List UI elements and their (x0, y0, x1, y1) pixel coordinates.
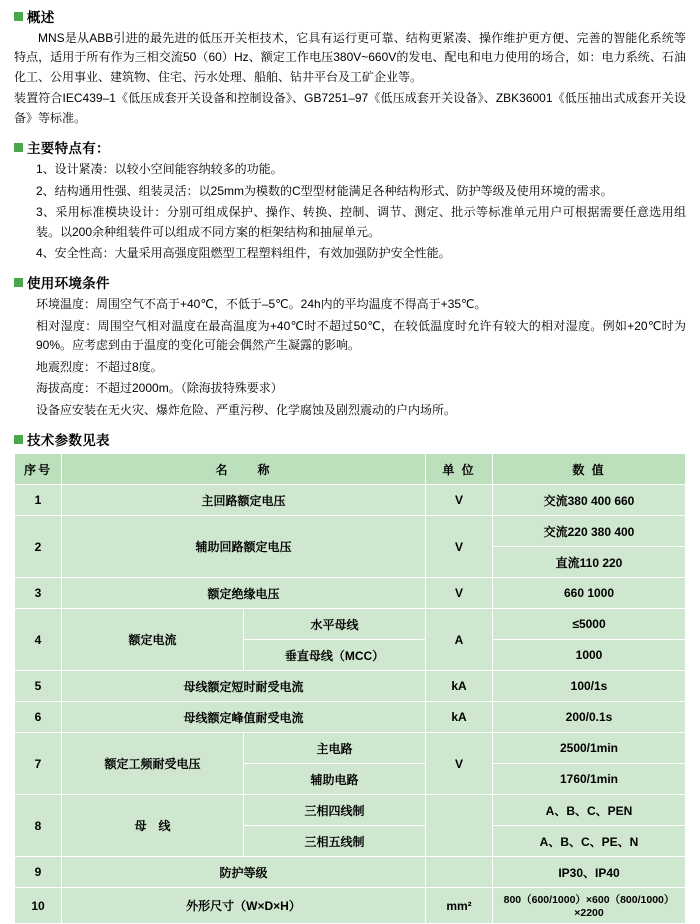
cell-name: 额定绝缘电压 (62, 578, 426, 609)
cell-subname: 三相五线制 (244, 826, 426, 857)
cell-value: A、B、C、PEN (493, 795, 686, 826)
table-row (15, 609, 686, 640)
cell-value: IP30、IP40 (493, 857, 686, 888)
cell-name: 额定工频耐受电压 (62, 733, 244, 795)
feature-item: 1、设计紧凑：以较小空间能容纳较多的功能。 (36, 162, 283, 177)
cell-unit: V (426, 578, 493, 609)
section-overview (14, 6, 686, 128)
cell-value: 交流380 400 660 (493, 485, 686, 516)
column-header-unit: 单 位 (426, 454, 493, 485)
table-row (15, 485, 686, 516)
column-header-value: 数 值 (493, 454, 686, 485)
environment-item: 地震烈度：不超过8度。 (36, 359, 163, 374)
cell-unit: V (426, 516, 493, 578)
cell-no: 10 (15, 888, 62, 924)
table-row (15, 857, 686, 888)
square-bullet-icon (14, 143, 23, 152)
section-heading-features (14, 137, 686, 157)
feature-item: 3、采用标准模块设计：分别可组成保护、操作、转换、控制、调节、测定、批示等标准单元用户可根据需要任意选用组装。以200余种组装件可以组成不同方案的柜架结构和抽屉单元。 (36, 205, 686, 239)
cell-no: 7 (15, 733, 62, 795)
cell-no: 5 (15, 671, 62, 702)
cell-unit: mm² (426, 888, 493, 924)
cell-subname: 主电路 (244, 733, 426, 764)
cell-unit: A (426, 609, 493, 671)
cell-name: 额定电流 (62, 609, 244, 671)
cell-value: 交流220 380 400 (493, 516, 686, 547)
cell-subname: 垂直母线（MCC） (244, 640, 426, 671)
square-bullet-icon (14, 278, 23, 287)
feature-item: 4、安全性高：大量采用高强度阻燃型工程塑料组件，有效加强防护安全性能。 (36, 245, 451, 260)
section-title-text: 使用环境条件 (27, 276, 110, 292)
overview-paragraph-1: MNS是从ABB引进的最先进的低压开关柜技术，它具有运行更可靠、结构更紧凑、操作维护更方便、完善的智能化系统等特点，适用于所有作为三相交流50（60）Hz、额定工作电压380V~660V的发电、配电和电力使用的场合，如：电力系统、石油化工、公用事业、建筑物、住宅、污水处理、船舶、钻井平台及工矿企业等。 (14, 31, 686, 84)
cell-no: 3 (15, 578, 62, 609)
environment-item: 环境温度：周围空气不高于+40℃，不低于–5℃。24h内的平均温度不得高于+35℃。 (36, 297, 487, 312)
section-title-text: 概述 (27, 10, 55, 25)
cell-name: 防护等级 (62, 857, 426, 888)
square-bullet-icon (14, 435, 23, 444)
section-heading-overview (14, 6, 686, 26)
cell-subname: 水平母线 (244, 609, 426, 640)
table-row (15, 733, 686, 764)
cell-no: 2 (15, 516, 62, 578)
cell-value: 直流110 220 (493, 547, 686, 578)
column-header-no: 序号 (15, 454, 62, 485)
cell-value: 660 1000 (493, 578, 686, 609)
cell-no: 4 (15, 609, 62, 671)
table-row (15, 671, 686, 702)
overview-paragraph-2: 装置符合IEC439–1《低压成套开关设备和控制设备》、GB7251–97《低压成套开关设备》、ZBK36001《低压抽出式成套开关设备》等标准。 (14, 91, 686, 125)
cell-value: 200/0.1s (493, 702, 686, 733)
cell-subname: 辅助电路 (244, 764, 426, 795)
cell-value: ≤5000 (493, 609, 686, 640)
section-title-text: 主要特点有： (27, 141, 110, 157)
table-row (15, 516, 686, 547)
cell-unit (426, 795, 493, 857)
cell-unit: kA (426, 671, 493, 702)
section-environment (14, 272, 686, 420)
table-row (15, 702, 686, 733)
cell-value: 2500/1min (493, 733, 686, 764)
table-row (15, 795, 686, 826)
table-header-row (15, 454, 686, 485)
cell-value: 1760/1min (493, 764, 686, 795)
cell-unit: kA (426, 702, 493, 733)
cell-value: 100/1s (493, 671, 686, 702)
cell-name: 外形尺寸（W×D×H） (62, 888, 426, 924)
cell-subname: 三相四线制 (244, 795, 426, 826)
cell-value: A、B、C、PE、N (493, 826, 686, 857)
cell-name: 母线额定峰值耐受电流 (62, 702, 426, 733)
cell-name: 母 线 (62, 795, 244, 857)
cell-no: 9 (15, 857, 62, 888)
square-bullet-icon (14, 12, 23, 21)
cell-no: 8 (15, 795, 62, 857)
section-heading-environment (14, 272, 686, 292)
section-features (14, 137, 686, 263)
cell-value: 800（600/1000）×600（800/1000）×2200 (493, 888, 686, 924)
cell-name: 辅助回路额定电压 (62, 516, 426, 578)
cell-name: 母线额定短时耐受电流 (62, 671, 426, 702)
cell-value: 1000 (493, 640, 686, 671)
cell-name: 主回路额定电压 (62, 485, 426, 516)
column-header-name: 名 称 (62, 454, 426, 485)
section-heading-spec (14, 429, 686, 449)
environment-item: 设备应安装在无火灾、爆炸危险、严重污秽、化学腐蚀及剧烈震动的户内场所。 (36, 402, 457, 417)
cell-unit: V (426, 733, 493, 795)
environment-item: 海拔高度：不超过2000m。（除海拔特殊要求） (36, 381, 283, 396)
cell-no: 6 (15, 702, 62, 733)
table-row (15, 888, 686, 924)
spec-table (14, 453, 686, 924)
environment-item: 相对湿度：周围空气相对温度在最高温度为+40℃时不超过50℃，在较低温度时允许有较大的相对湿度。例如+20℃时为90%。应考虑到由于温度的变化可能会偶然产生凝露的影响。 (36, 318, 686, 353)
section-title-text: 技术参数见表 (27, 433, 110, 448)
feature-item: 2、结构通用性强、组装灵活：以25mm为模数的C型型材能满足各种结构形式、防护等级及使用环境的需求。 (36, 183, 613, 198)
cell-unit: V (426, 485, 493, 516)
cell-unit (426, 857, 493, 888)
table-row (15, 578, 686, 609)
cell-no: 1 (15, 485, 62, 516)
section-spec (14, 429, 686, 924)
